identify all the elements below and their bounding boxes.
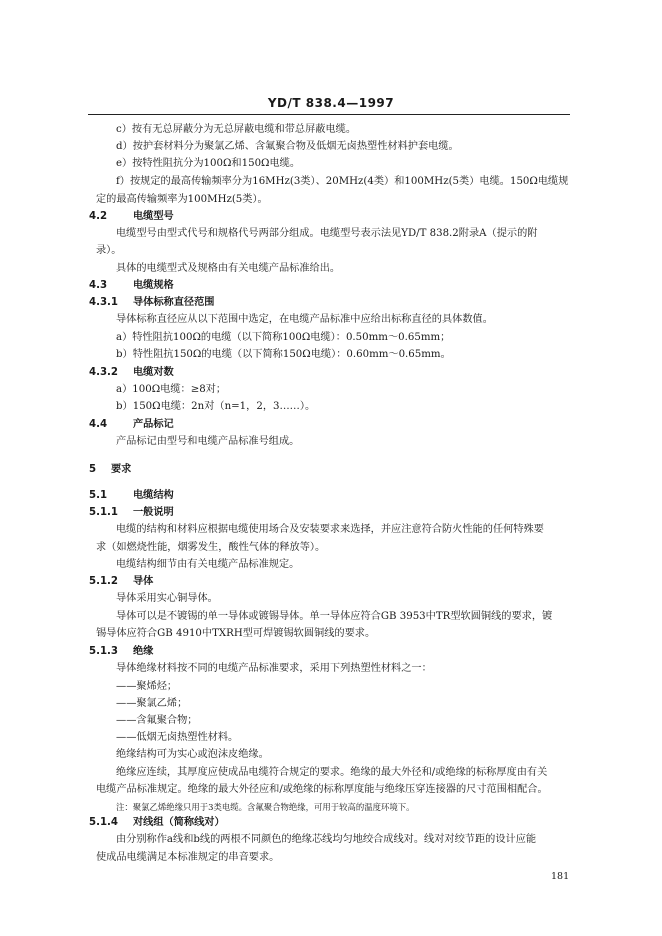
paragraph-4-2-line2: 录）。 [96,245,122,256]
section-heading-4-3: 4.3 电缆规格 [89,280,174,291]
paragraph-5-1-3-line4: 电缆产品标准规定。绝缘的最大外径应和/或绝缘的标称厚度能与绝缘压穿连接器的尺寸范围相配合。 [96,784,548,795]
section-heading-5-1-2: 5.1.2 导体 [89,576,154,587]
section-heading-5-1-4: 5.1.4 对线组（简称线对） [89,817,225,828]
list-item-f-line2: 定的最高传输频率为100MHz(5类）。 [96,194,268,205]
page-number: 181 [551,871,570,882]
paragraph-5-1-3-structure: 绝缘结构可为实心或泡沫皮绝缘。 [116,749,269,760]
paragraph-5-1-2-line1: 导体采用实心铜导体。 [116,593,218,604]
list-item-4-3-1-b: b）特性阻抗150Ω的电缆（以下简称150Ω电缆）：0.60mm～0.65mm。 [116,349,451,360]
list-item-4-3-2-a: a）100Ω电缆：≥8对； [116,384,227,395]
standard-code-header: YD/T 838.4—1997 [267,96,395,110]
section-heading-4-3-1: 4.3.1 导体标称直径范围 [89,297,215,308]
section-heading-4-4: 4.4 产品标记 [89,419,174,430]
paragraph-4-4: 产品标记由型号和电缆产品标准号组成。 [116,436,300,447]
paragraph-5-1-3-line3: 绝缘应连续，其厚度应使成品电缆符合规定的要求。绝缘的最大外径和/或绝缘的标称厚度由有关 [116,767,548,778]
paragraph-4-3-1: 导体标称直径应从以下范围中选定，在电缆产品标准中应给出标称直径的具体数值。 [116,314,493,325]
paragraph-5-1-1-line1: 电缆的结构和材料应根据电缆使用场合及安装要求来选择，并应注意符合防火性能的任何特殊要 [116,524,544,535]
material-item-3: ——含氟聚合物； [116,715,198,726]
list-item-d: d）按护套材料分为聚氯乙烯、含氟聚合物及低烟无卤热塑性材料护套电缆。 [116,141,459,152]
header-rule [88,114,570,115]
paragraph-5-1-1-line3: 电缆结构细节由有关电缆产品标准规定。 [116,559,300,570]
material-item-4: ——低烟无卤热塑性材料。 [116,732,239,743]
paragraph-5-1-4-line2: 使成品电缆满足本标准规定的串音要求。 [96,852,280,863]
section-heading-5-1-3: 5.1.3 绝缘 [89,646,154,657]
paragraph-4-2-line1: 电缆型号由型式代号和规格代号两部分组成。电缆型号表示法见YD/T 838.2附录A（提示的附 [116,228,538,239]
list-item-4-3-1-a: a）特性阻抗100Ω的电缆（以下简称100Ω电缆）：0.50mm～0.65mm； [116,332,451,343]
paragraph-5-1-4-line1: 由分别称作a线和b线的两根不同颜色的绝缘芯线均匀地绞合成线对。线对对绞节距的设计应能 [116,834,537,845]
section-heading-5: 5 要求 [89,464,132,475]
list-item-e: e）按特性阻抗分为100Ω和150Ω电缆。 [116,158,301,169]
section-heading-5-1-1: 5.1.1 一般说明 [89,507,174,518]
list-item-4-3-2-b: b）150Ω电缆：2n对（n=1，2，3……）。 [116,401,316,412]
material-item-1: ——聚烯烃； [116,681,178,692]
paragraph-5-1-2-line2: 导体可以是不镀锡的单一导体或镀锡导体。单一导体应符合GB 3953中TR型软圆铜线的要求，镀 [116,611,553,622]
paragraph-5-1-3-intro: 导体绝缘材料按不同的电缆产品标准要求，采用下列热塑性材料之一： [116,663,432,674]
list-item-c: c）按有无总屏蔽分为无总屏蔽电缆和带总屏蔽电缆。 [116,124,357,135]
section-heading-5-1: 5.1 电缆结构 [89,490,174,501]
list-item-f-line1: f）按规定的最高传输频率分为16MHz(3类）、20MHz(4类）和100MHz(5类）电缆。150Ω电缆规 [116,176,569,187]
paragraph-5-1-1-line2: 求（如燃烧性能，烟雾发生，酸性气体的释放等）。 [96,542,326,553]
section-heading-4-2: 4.2 电缆型号 [89,211,174,222]
material-item-2: ——聚氯乙烯； [116,698,188,709]
paragraph-4-2-line3: 具体的电缆型式及规格由有关电缆产品标准给出。 [116,263,341,274]
section-heading-4-3-2: 4.3.2 电缆对数 [89,367,174,378]
paragraph-5-1-2-line3: 锡导体应符合GB 4910中TXRH型可焊镀锡软圆铜线的要求。 [96,628,376,639]
note: 注：聚氯乙烯绝缘只用于3类电缆。含氟聚合物绝缘，可用于较高的温度环境下。 [116,802,415,812]
